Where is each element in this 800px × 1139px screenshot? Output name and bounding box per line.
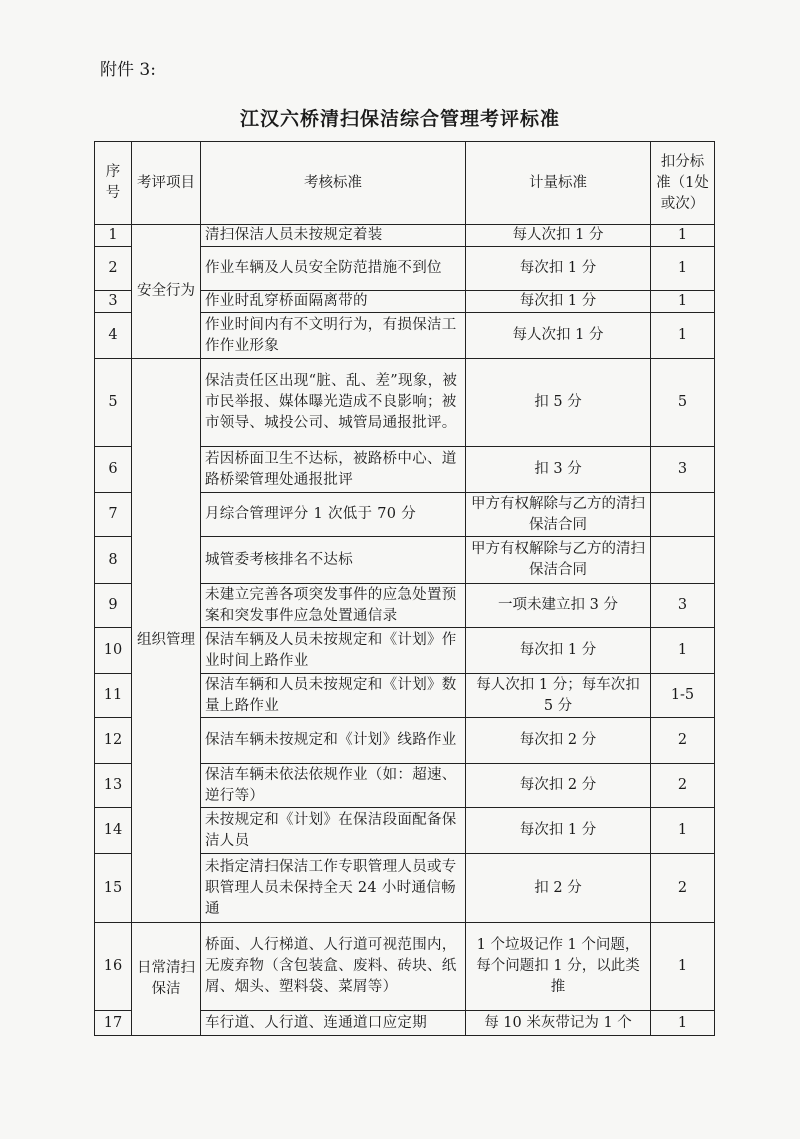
row-measure: 每次扣 1 分	[466, 628, 651, 674]
row-measure: 每次扣 2 分	[466, 764, 651, 808]
row-points: 1	[651, 291, 715, 313]
row-standard: 月综合管理评分 1 次低于 70 分	[201, 493, 466, 537]
row-no: 6	[95, 447, 132, 493]
row-no: 3	[95, 291, 132, 313]
row-points: 5	[651, 359, 715, 447]
row-measure: 每次扣 1 分	[466, 808, 651, 854]
row-no: 14	[95, 808, 132, 854]
table-row	[95, 923, 715, 1011]
row-standard: 作业时间内有不文明行为，有损保洁工作作业形象	[201, 313, 466, 359]
category-org: 组织管理	[132, 359, 201, 923]
row-no: 9	[95, 584, 132, 628]
row-points: 1	[651, 313, 715, 359]
evaluation-table	[94, 141, 715, 1036]
header-no: 序号	[95, 142, 132, 225]
row-no: 5	[95, 359, 132, 447]
row-points: 3	[651, 447, 715, 493]
row-points: 1	[651, 808, 715, 854]
row-standard: 城管委考核排名不达标	[201, 537, 466, 584]
header-standard: 考核标准	[201, 142, 466, 225]
row-measure: 甲方有权解除与乙方的清扫保洁合同	[466, 537, 651, 584]
row-no: 13	[95, 764, 132, 808]
row-measure: 每次扣 1 分	[466, 247, 651, 291]
row-points: 1-5	[651, 674, 715, 718]
row-measure: 一项未建立扣 3 分	[466, 584, 651, 628]
row-points: 2	[651, 764, 715, 808]
row-standard: 未按规定和《计划》在保洁段面配备保洁人员	[201, 808, 466, 854]
row-points: 1	[651, 1011, 715, 1036]
row-points: 1	[651, 225, 715, 247]
category-daily: 日常清扫保洁	[132, 923, 201, 1036]
row-no: 17	[95, 1011, 132, 1036]
row-standard: 若因桥面卫生不达标，被路桥中心、道路桥梁管理处通报批评	[201, 447, 466, 493]
row-measure: 扣 5 分	[466, 359, 651, 447]
row-points: 1	[651, 923, 715, 1011]
table-row	[95, 225, 715, 247]
row-no: 7	[95, 493, 132, 537]
row-no: 12	[95, 718, 132, 764]
row-points: 1	[651, 628, 715, 674]
row-standard: 未建立完善各项突发事件的应急处置预案和突发事件应急处置通信录	[201, 584, 466, 628]
row-standard: 保洁车辆未依法依规作业（如：超速、逆行等）	[201, 764, 466, 808]
header-item: 考评项目	[132, 142, 201, 225]
row-standard: 保洁责任区出现“脏、乱、差”现象，被市民举报、媒体曝光造成不良影响；被市领导、城投公司、城管局通报批评。	[201, 359, 466, 447]
table-row	[95, 359, 715, 447]
category-safety: 安全行为	[132, 225, 201, 359]
row-standard: 保洁车辆及人员未按规定和《计划》作业时间上路作业	[201, 628, 466, 674]
row-no: 8	[95, 537, 132, 584]
row-points: 2	[651, 718, 715, 764]
row-standard: 清扫保洁人员未按规定着装	[201, 225, 466, 247]
header-row	[95, 142, 715, 225]
row-measure: 每次扣 2 分	[466, 718, 651, 764]
header-points: 扣分标准（1处或次）	[651, 142, 715, 225]
row-no: 2	[95, 247, 132, 291]
row-measure: 扣 3 分	[466, 447, 651, 493]
row-standard: 桥面、人行梯道、人行道可视范围内，无废弃物（含包装盒、废料、砖块、纸屑、烟头、塑料袋、菜屑等）	[201, 923, 466, 1011]
row-no: 10	[95, 628, 132, 674]
row-measure: 每人次扣 1 分；每车次扣 5 分	[466, 674, 651, 718]
row-measure: 每人次扣 1 分	[466, 313, 651, 359]
row-standard: 保洁车辆和人员未按规定和《计划》数量上路作业	[201, 674, 466, 718]
row-no: 15	[95, 854, 132, 923]
row-measure: 每次扣 1 分	[466, 291, 651, 313]
row-points	[651, 493, 715, 537]
row-measure: 甲方有权解除与乙方的清扫保洁合同	[466, 493, 651, 537]
row-points: 2	[651, 854, 715, 923]
row-standard: 作业车辆及人员安全防范措施不到位	[201, 247, 466, 291]
row-measure: 每 10 米灰带记为 1 个	[466, 1011, 651, 1036]
row-standard: 车行道、人行道、连通道口应定期	[201, 1011, 466, 1036]
row-measure: 每人次扣 1 分	[466, 225, 651, 247]
row-no: 16	[95, 923, 132, 1011]
row-points: 1	[651, 247, 715, 291]
document-title: 江汉六桥清扫保洁综合管理考评标准	[239, 108, 560, 130]
row-standard: 保洁车辆未按规定和《计划》线路作业	[201, 718, 466, 764]
row-measure: 1 个垃圾记作 1 个问题，每个问题扣 1 分，以此类推	[466, 923, 651, 1011]
row-standard: 作业时乱穿桥面隔离带的	[201, 291, 466, 313]
attachment-label: 附件 3:	[100, 60, 156, 80]
row-measure: 扣 2 分	[466, 854, 651, 923]
row-no: 4	[95, 313, 132, 359]
row-standard: 未指定清扫保洁工作专职管理人员或专职管理人员未保持全天 24 小时通信畅通	[201, 854, 466, 923]
row-points	[651, 537, 715, 584]
row-no: 11	[95, 674, 132, 718]
header-measure: 计量标准	[466, 142, 651, 225]
row-points: 3	[651, 584, 715, 628]
row-no: 1	[95, 225, 132, 247]
